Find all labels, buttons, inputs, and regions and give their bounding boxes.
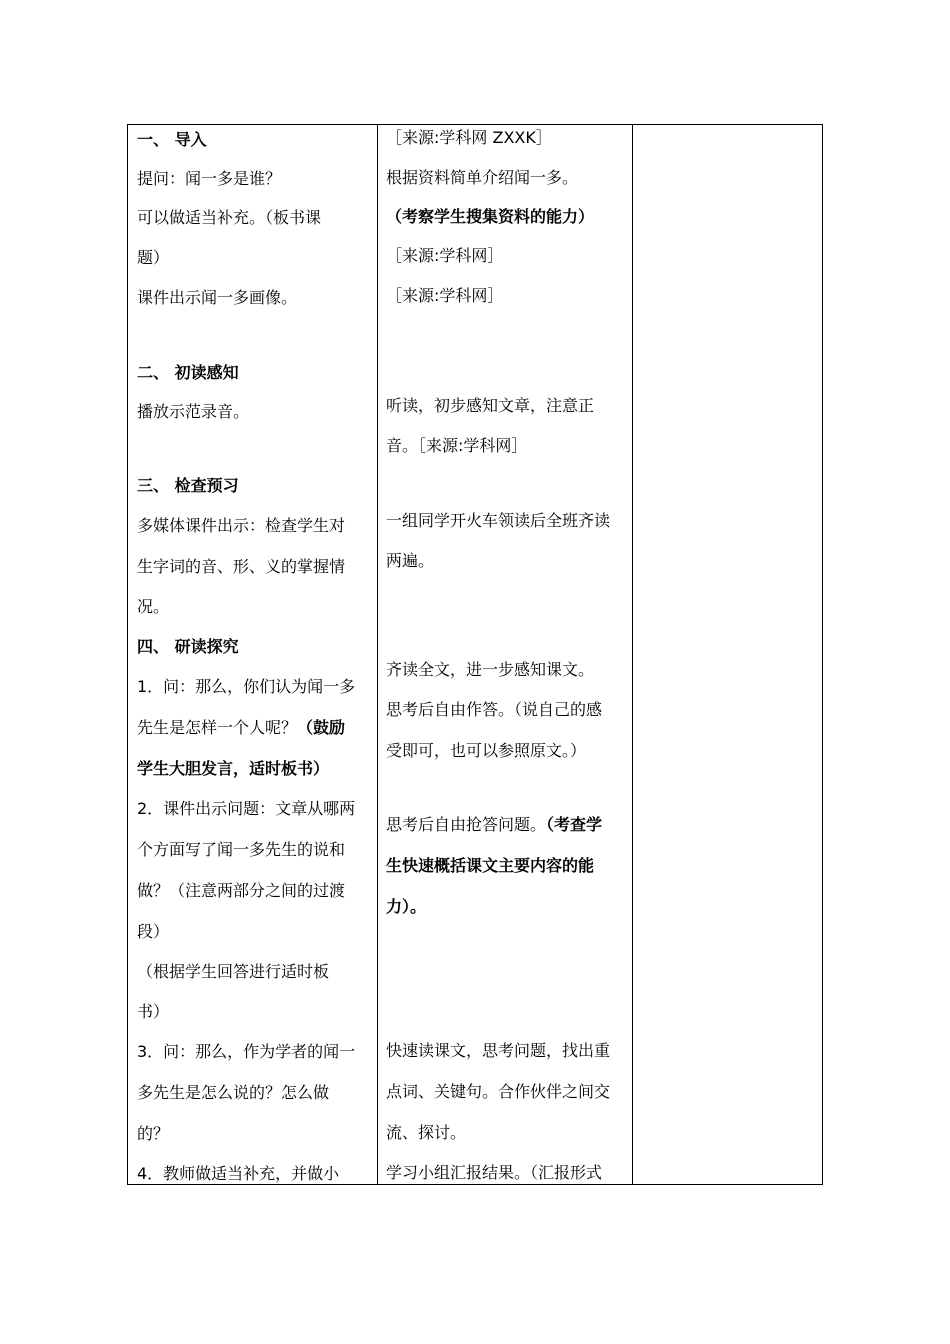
- text-line: 两遍。: [386, 551, 435, 570]
- text-line: （根据学生回答进行适时板: [137, 962, 330, 981]
- lesson-plan-table: [127, 124, 823, 1185]
- text-line: 1．问：那么，你们认为闻一多: [137, 677, 356, 696]
- text-line: 况。: [137, 597, 170, 616]
- student-activity-column: [378, 125, 633, 1184]
- text-line: 课件出示闻一多画像。: [137, 288, 298, 307]
- section-heading-intro: 一、 导入: [137, 130, 207, 149]
- text-line: 可以做适当补充。（板书课: [137, 208, 322, 227]
- text-line: 生快速概括课文主要内容的能: [386, 856, 595, 875]
- text-line: 3．问：那么，作为学者的闻一: [137, 1042, 356, 1061]
- text-line: 思考后自由作答。（说自己的感: [386, 700, 603, 719]
- text-line: 多先生是怎么说的？怎么做: [137, 1083, 330, 1102]
- text-line: 快速读课文，思考问题，找出重: [386, 1041, 611, 1060]
- text-line: 思考后自由抢答问题。（考查学: [386, 815, 603, 834]
- section-heading-study: 四、 研读探究: [137, 637, 239, 656]
- text-line: 4．教师做适当补充，并做小: [137, 1164, 340, 1183]
- text-line: 做？（注意两部分之间的过渡: [137, 881, 346, 900]
- section-heading-first-reading: 二、 初读感知: [137, 363, 239, 382]
- text-line: 力）。: [386, 897, 427, 916]
- text-line: 题）: [137, 248, 170, 267]
- text-line: 学生大胆发言，适时板书）: [137, 759, 330, 778]
- source-note: ［来源:学科网 ZXXK］: [386, 128, 552, 147]
- text-line: 2．课件出示问题：文章从哪两: [137, 799, 356, 818]
- source-note: ［来源:学科网］: [386, 246, 504, 265]
- text-line: 的？: [137, 1124, 170, 1143]
- text-line: 根据资料简单介绍闻一多。: [386, 168, 579, 187]
- text-line: 音。［来源:学科网］: [386, 436, 528, 455]
- section-heading-preview-check: 三、 检查预习: [137, 476, 239, 495]
- text-line: 学习小组汇报结果。（汇报形式: [386, 1163, 603, 1182]
- text-line: 书）: [137, 1002, 170, 1021]
- text-line: 播放示范录音。: [137, 402, 250, 421]
- text-line: 生字词的音、形、义的掌握情: [137, 557, 346, 576]
- text-line: 齐读全文，进一步感知课文。: [386, 660, 595, 679]
- text-line: 先生是怎样一个人呢？（鼓励: [137, 718, 346, 737]
- text-line: 流、探讨。: [386, 1123, 467, 1142]
- text-line: 听读，初步感知文章，注意正: [386, 396, 595, 415]
- notes-column: [633, 125, 822, 1184]
- text-line: 段）: [137, 922, 170, 941]
- text-line: （考察学生搜集资料的能力）: [386, 207, 595, 226]
- text-line: 一组同学开火车领读后全班齐读: [386, 511, 611, 530]
- source-note: ［来源:学科网］: [386, 286, 504, 305]
- text-line: 点词、关键句。合作伙伴之间交: [386, 1082, 611, 1101]
- teacher-activity-column: [128, 125, 378, 1184]
- text-line: 提问：闻一多是谁？: [137, 169, 282, 188]
- text-line: 受即可，也可以参照原文。）: [386, 741, 587, 760]
- text-line: 多媒体课件出示：检查学生对: [137, 516, 346, 535]
- text-line: 个方面写了闻一多先生的说和: [137, 840, 346, 859]
